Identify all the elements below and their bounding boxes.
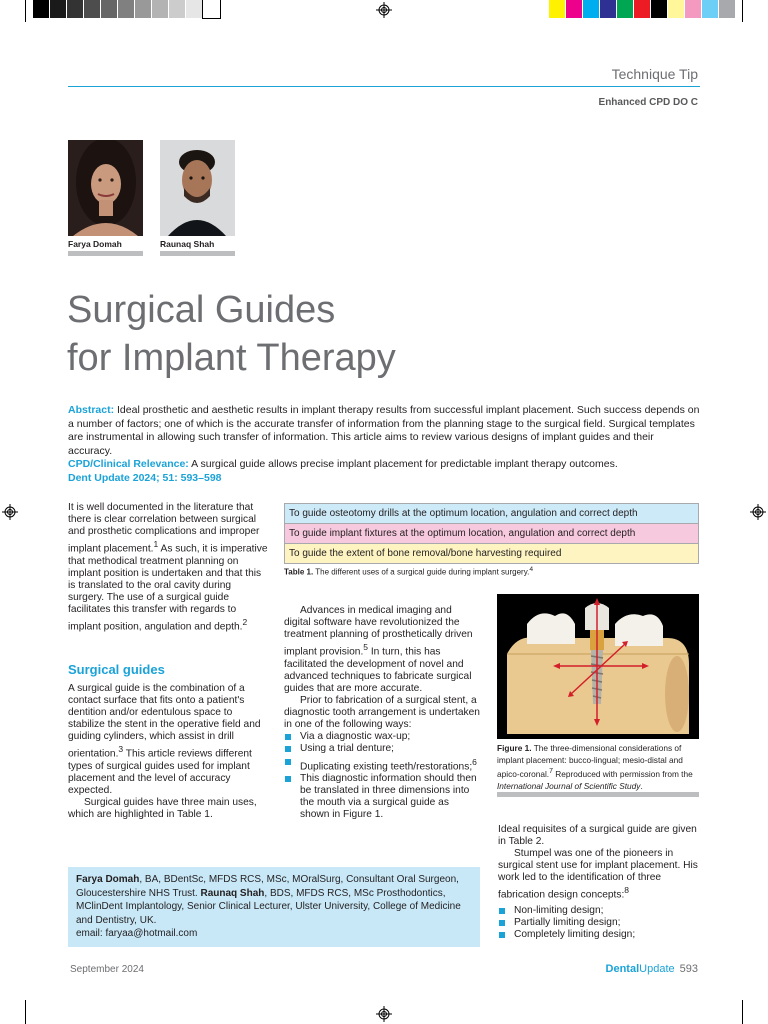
trim-mark <box>742 1000 743 1024</box>
gray-scale-bar <box>33 0 220 18</box>
caption-bar <box>497 792 699 797</box>
author-email: email: faryaa@hotmail.com <box>76 928 198 939</box>
figure-caption: Figure 1. The three-dimensional considerations of implant placement: bucco-lingual; mesio-distal and apico-coronal.$^7$ Reproduced with permission from the International Journal of Scientific Study. <box>497 743 693 791</box>
table-1 <box>284 503 699 564</box>
article-title: Surgical Guides for Implant Therapy <box>67 289 396 379</box>
color-swatch <box>668 0 685 18</box>
author-caption: Raunaq Shah <box>160 239 215 249</box>
registration-mark-icon <box>2 504 18 520</box>
list-item: Duplicating existing teeth/restorations;$^6$ <box>284 756 481 773</box>
registration-mark-icon <box>376 2 392 18</box>
trim-mark <box>25 1000 26 1024</box>
body-column-1b: A surgical guide is the combination of a contact surface that fits onto a patient's dentition and/or edentulous space to stabilize the stent in the operative field and guiding cylinders, which assist in drill orientation.$^3$ This article reviews different types of surgical guides used for implant placement and the level of accuracy expected. Surgical guides have three main uses, which are highlighted in Table 1. <box>68 683 261 821</box>
list-item: Via a diagnostic wax-up; <box>284 731 481 743</box>
bullet-list <box>498 905 700 941</box>
body-column-1: It is well documented in the literature that there is clear correlation between surgical and prosthetic complications and improper implant placement.$^1$ As such, it is imperative that methodical treatment planning on implant position is undertaken and that this is translated to the oral cavity during surgery. The use of a surgical guide facilitates this transfer with regards to implant position, angulation and depth.$^2$ <box>68 502 268 633</box>
color-swatch <box>152 0 169 18</box>
caption-bar <box>68 251 143 256</box>
color-swatch <box>118 0 135 18</box>
color-bar <box>549 0 736 18</box>
trim-mark <box>25 0 26 22</box>
caption-bar <box>160 251 235 256</box>
issue-date: September 2024 <box>70 964 144 975</box>
table-row: To guide the extent of bone removal/bone harvesting required <box>285 544 699 564</box>
color-swatch <box>50 0 67 18</box>
registration-mark-icon <box>750 504 766 520</box>
section-label: Technique Tip <box>611 66 698 82</box>
author-caption: Farya Domah <box>68 239 122 249</box>
body-column-3: Ideal requisites of a surgical guide are given in Table 2. Stumpel was one of the pioneers in surgical stent use for implant placement. His work led to the identification of three fabrication design concepts:$^8$ Non-limiting design; Partially limiting design; Completely limiting design; <box>498 824 700 941</box>
author-photo-raunaq <box>160 140 235 236</box>
author-photo-farya <box>68 140 143 236</box>
color-swatch <box>583 0 600 18</box>
abstract: Abstract: Ideal prosthetic and aesthetic results in implant therapy results from successful implant placement. Such success depends on a number of factors; one of which is the accurate transfer of information from the planning stage to the surgical field. Surgical templates are instrumental in allowing such transfer of information. This article aims to review various designs of implant guides and their accuracy. CPD/Clinical Relevance: A surgical guide allows precise implant placement for predictable implant therapy outcomes. Dent Update 2024; 51: 593–598 <box>68 404 700 484</box>
color-swatch <box>33 0 50 18</box>
magazine-footer: DentalUpdate 593 <box>605 963 698 975</box>
table-row: To guide osteotomy drills at the optimum location, angulation and correct depth <box>285 504 699 524</box>
author-bio-box: Farya Domah, BA, BDentSc, MFDS RCS, MSc, MOralSurg, Consultant Oral Surgeon, Gloucestershire NHS Trust. Raunaq Shah, BDS, MFDS RCS, MSc Prosthodontics, MClinDent Implantology, Senior Clinical Lecturer, Ulster University, College of Medicine and Dentistry, UK. email: faryaa@hotmail.com <box>68 867 480 947</box>
color-swatch <box>566 0 583 18</box>
color-swatch <box>634 0 651 18</box>
color-swatch <box>719 0 736 18</box>
table-row: To guide implant fixtures at the optimum location, angulation and correct depth <box>285 524 699 544</box>
list-item: Non-limiting design; <box>498 905 700 917</box>
color-swatch <box>600 0 617 18</box>
citation: Dent Update 2024; 51: 593–598 <box>68 471 222 484</box>
body-column-2: Advances in medical imaging and digital software have revolutionized the treatment planning of prosthetically driven implant provision.$^5$ In turn, this has facilitated the development of novel and advanced techniques to fabricate surgical guides that are more accurate. Prior to fabrication of a surgical stent, a diagnostic tooth arrangement is undertaken in one of the following ways: Via a diagnostic wax-up; Using a trial denture; Duplicating existing teeth/restorations;$^6$ This diagnostic information should then be translated in three dimensions into the mouth via a surgical guide as shown in Figure 1. <box>284 605 480 821</box>
color-swatch <box>651 0 668 18</box>
color-swatch <box>169 0 186 18</box>
header-rule <box>68 86 700 87</box>
color-swatch <box>135 0 152 18</box>
section-heading: Surgical guides <box>68 662 165 677</box>
cpd-label: Enhanced CPD DO C <box>598 97 698 108</box>
list-item: Using a trial denture; <box>284 743 481 755</box>
trim-mark <box>742 0 743 22</box>
bullet-list <box>284 731 481 821</box>
registration-mark-icon <box>376 1006 392 1022</box>
color-swatch <box>702 0 719 18</box>
list-item: Partially limiting design; <box>498 917 700 929</box>
color-swatch <box>186 0 203 18</box>
page-number: 593 <box>679 963 698 975</box>
color-swatch <box>549 0 566 18</box>
color-swatch <box>685 0 702 18</box>
color-swatch <box>101 0 118 18</box>
figure-1-image <box>497 594 699 739</box>
color-swatch <box>67 0 84 18</box>
list-item: This diagnostic information should then be translated in three dimensions into the mouth via a surgical guide as shown in Figure 1. <box>284 773 481 821</box>
color-swatch <box>203 0 220 18</box>
color-swatch <box>84 0 101 18</box>
color-swatch <box>617 0 634 18</box>
table-caption: Table 1. The different uses of a surgical guide during implant surgery.$^4$ <box>284 566 534 577</box>
list-item: Completely limiting design; <box>498 929 700 941</box>
